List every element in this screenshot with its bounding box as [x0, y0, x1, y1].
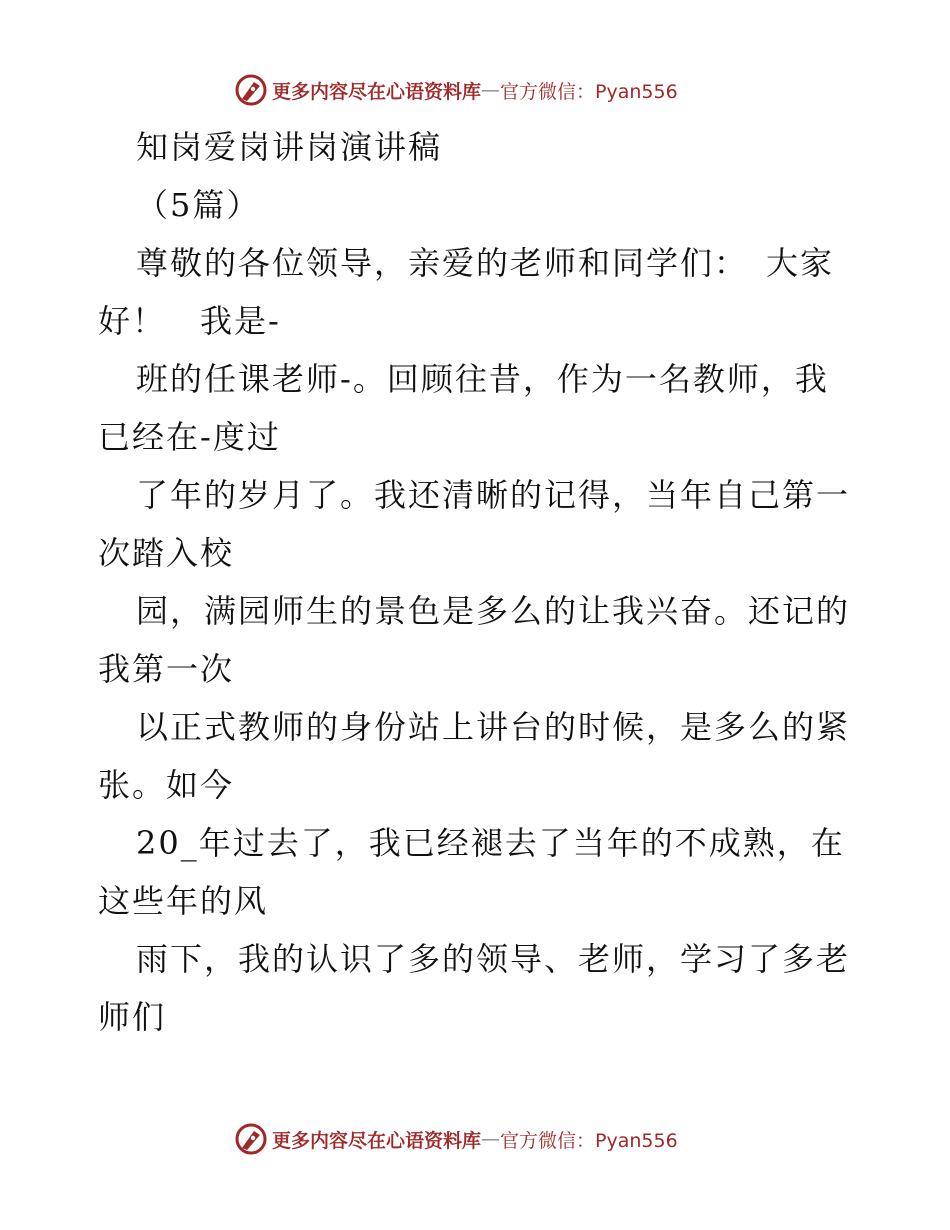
body-line: 这些年的风 — [98, 882, 269, 920]
document-body — [98, 118, 858, 1046]
body-line: 了年的岁月了。我还清晰的记得，当年自己第一 — [136, 476, 851, 514]
footer-wechat-text: 官方微信：Pyan556 — [500, 1129, 678, 1152]
body-line: 师们 — [98, 998, 167, 1036]
pen-nib-circle-icon — [234, 1122, 268, 1156]
body-line: 已经在-度过 — [98, 418, 281, 456]
body-line: 雨下，我的认识了多的领导、老师，学习了多老 — [136, 940, 851, 978]
body-line: 张。如今 — [98, 766, 235, 804]
pen-nib-circle-icon — [234, 73, 268, 107]
footer-site-text: 更多内容尽在心语资料库 — [272, 1129, 482, 1152]
footer-banner — [234, 1121, 754, 1157]
body-line: 次踏入校 — [98, 534, 235, 572]
body-line: 我第一次 — [98, 650, 235, 688]
header-separator: — — [481, 79, 501, 101]
footer-separator: — — [481, 1128, 501, 1150]
body-line: 班的任课老师-。回顾往昔，作为一名教师，我 — [136, 360, 829, 398]
header-wechat-text: 官方微信：Pyan556 — [500, 80, 678, 103]
body-line: 以正式教师的身份站上讲台的时候，是多么的紧 — [136, 708, 851, 746]
header-banner — [234, 72, 754, 108]
body-line: 好！ 我是- — [98, 302, 281, 340]
document-title: 知岗爱岗讲岗演讲稿 — [136, 128, 443, 166]
header-site-text: 更多内容尽在心语资料库 — [272, 80, 482, 103]
body-line: 园，满园师生的景色是多么的让我兴奋。还记的 — [136, 592, 851, 630]
body-line: 尊敬的各位领导，亲爱的老师和同学们： 大家 — [136, 244, 835, 282]
document-subtitle: （5篇） — [136, 186, 261, 224]
body-line: 20_年过去了，我已经褪去了当年的不成熟，在 — [136, 824, 845, 862]
